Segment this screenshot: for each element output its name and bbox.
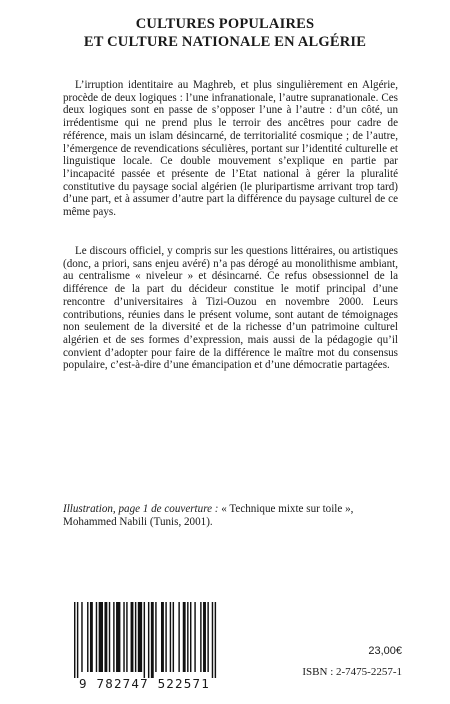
body-paragraph-2	[63, 245, 398, 372]
barcode-bar	[212, 602, 213, 678]
barcode-bar	[187, 602, 188, 672]
barcode-bar	[99, 602, 103, 672]
barcode-bar	[96, 602, 97, 672]
barcode-bar	[131, 602, 134, 672]
barcode-bar	[87, 602, 88, 672]
barcode-bar	[200, 602, 201, 672]
barcode-bar	[155, 602, 156, 672]
title-line-1: CULTURES POPULAIRES	[135, 16, 315, 32]
illustration-credit	[63, 503, 398, 528]
barcode-bar	[170, 602, 171, 672]
barcode-bar	[90, 602, 93, 672]
barcode-bar	[116, 602, 120, 672]
title-line-2: ET CULTURE NATIONALE EN ALGÉRIE	[83, 34, 367, 50]
barcode	[66, 598, 223, 696]
barcode-bar	[148, 602, 149, 678]
body-paragraph-2-text: Le discours officiel, y compris sur les questions littéraires, ou artistiques (donc, a priori, sans enjeu avéré) n’a pas dérogé au monolithisme ambiant, au centralisme « niveleur » et désincarné. Ce refus obsessionnel de la différence de la part du décideur constitue le motif principal d’une rencontre d’universitaires à Tizi-Ouzou en novembre 2000. Leurs contributions, réunies dans le présent volume, sont autant de témoignages non seulement de la diversité et de la richesse d’un patrimoine culturel algérien et de ses formes d’expression, mais aussi de la pédagogie qu’il convient d’adopter pour faire de la différence le maître mot du consensus populaire, c’est-à-dire d’une émancipation et d’une démocratie partagées.	[63, 245, 398, 372]
barcode-bar	[81, 602, 82, 672]
barcode-bar	[194, 602, 195, 672]
barcode-bar	[144, 602, 145, 678]
barcode-bar	[113, 602, 114, 672]
barcode-bar	[77, 602, 78, 678]
barcode-bar	[190, 602, 191, 672]
barcode-bar	[165, 602, 166, 672]
barcode-bar	[161, 602, 164, 672]
barcode-digits: 9 782747 522571	[79, 676, 210, 691]
illustration-text: « Technique mixte sur toile », Mohammed Nabili (Tunis, 2001).	[63, 503, 354, 528]
price: 23,00€	[368, 645, 402, 657]
barcode-bar	[203, 602, 206, 672]
barcode-bars	[66, 598, 223, 678]
barcode-bar	[173, 602, 174, 672]
body-paragraph-1	[63, 79, 398, 219]
barcode-bar	[123, 602, 124, 672]
barcode-bar	[135, 602, 136, 672]
barcode-bar	[207, 602, 208, 672]
barcode-bar	[126, 602, 127, 672]
barcode-bar	[104, 602, 107, 672]
illustration-label: Illustration, page 1 de couverture :	[63, 503, 219, 515]
barcode-bar	[178, 602, 179, 672]
barcode-bar	[151, 602, 154, 678]
isbn: ISBN : 2-7475-2257-1	[302, 666, 402, 678]
barcode-bar	[215, 602, 216, 678]
barcode-bar	[138, 602, 142, 672]
body-paragraph-1-text: L’irruption identitaire au Maghreb, et plus singulièrement en Algérie, procède de deux logiques : l’une infranationale, l’autre supranationale. Ces deux logiques sont en passe de s’opposer l’une à l’autre : d’un côté, un irrédentisme qui ne prend plus le terroir des ancêtres pour cadre de référence, mais un islam désincarné, de territorialité cosmique ; de l’autre, l’émergence de revendications séculières, portant sur l’identité culturelle et linguistique locale. Ce double mouvement s’explique en partie par l’incapacité passée et présente de l’Etat national à gérer la pluralité constitutive du paysage social algérien (le pluripartisme arrivant trop tard) d’une part, et à assumer d’autre part la différence du paysage culturel de ce même pays.	[63, 79, 398, 219]
barcode-bar	[74, 602, 75, 678]
barcode-bar	[109, 602, 110, 672]
barcode-bar	[183, 602, 186, 672]
